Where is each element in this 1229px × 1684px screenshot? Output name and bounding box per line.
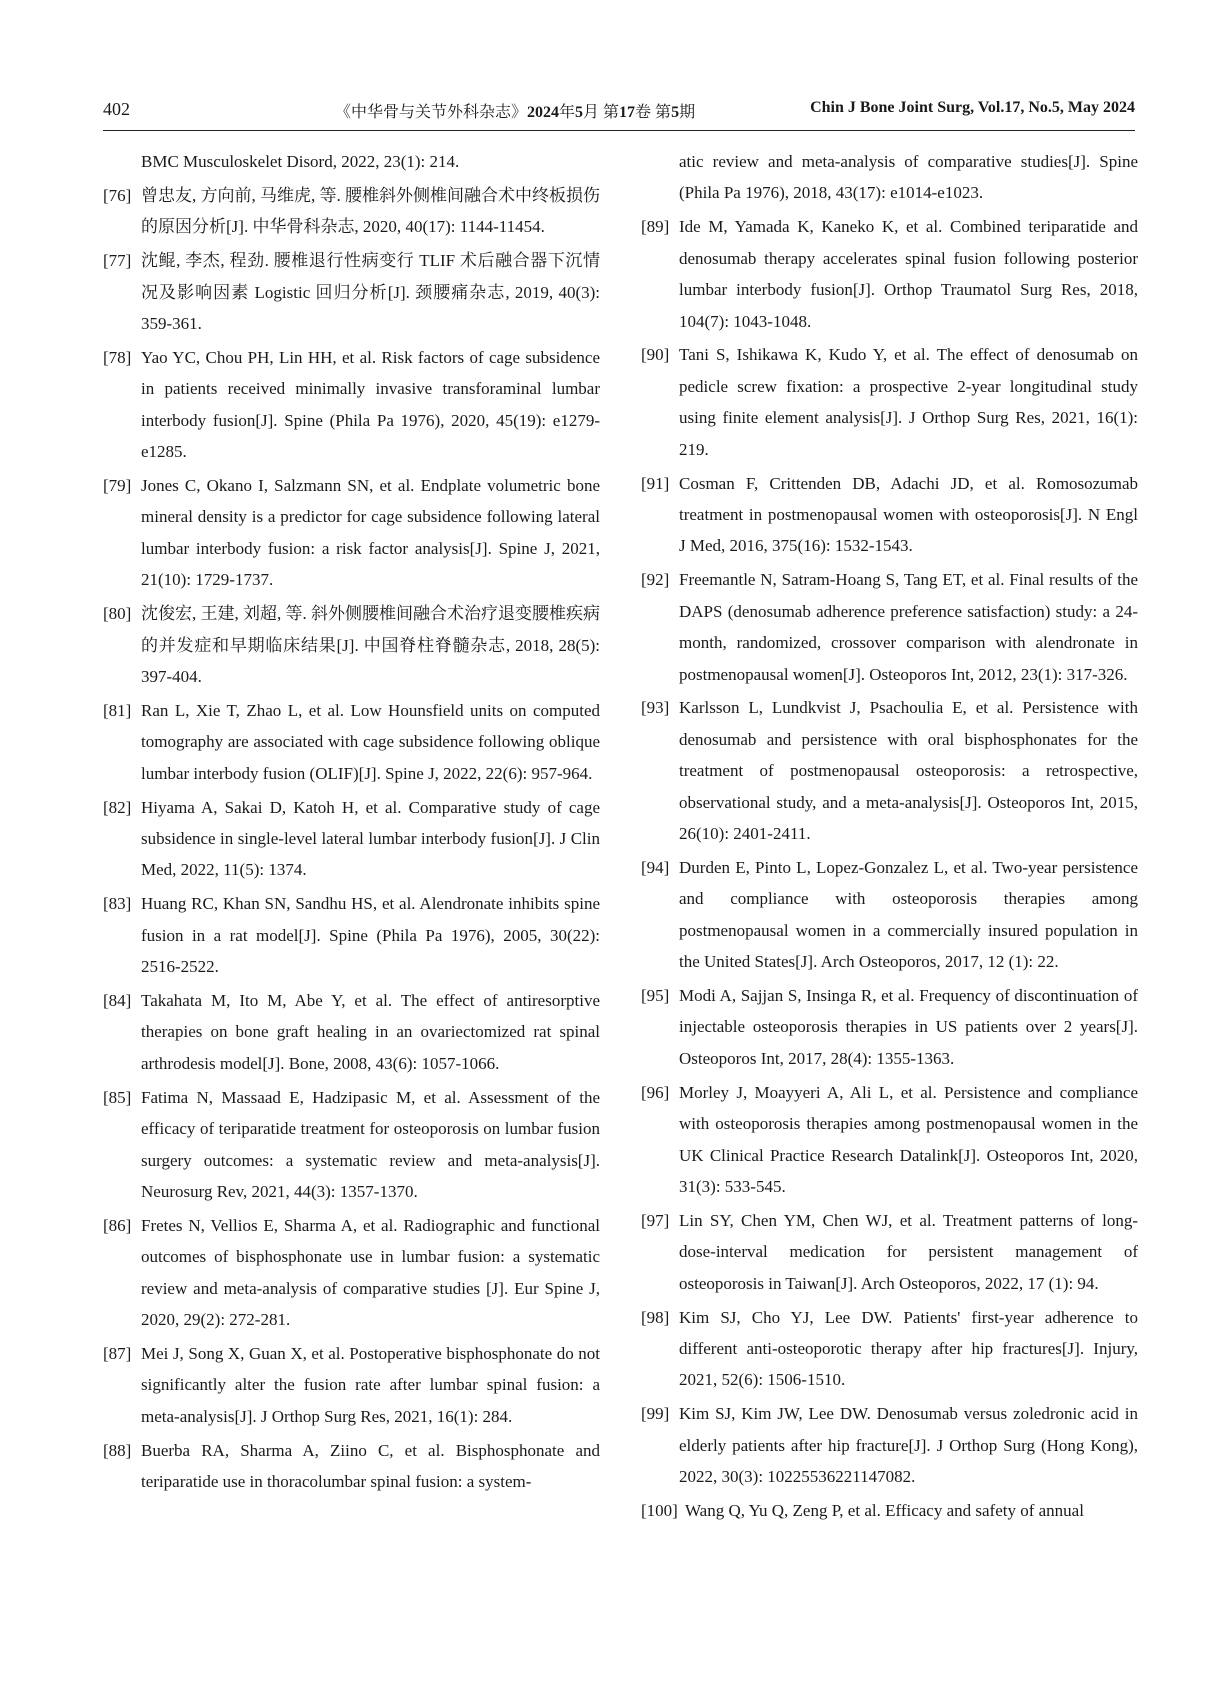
reference-number: [79] [103, 476, 132, 496]
reference-text: Freemantle N, Satram-Hoang S, Tang ET, et al. Final results of the DAPS (denosumab adherence preference satisfaction) study: a 24-month, randomized, crossover comparison with alendronate in postmenopausal women[J]. Osteoporos Int, 2012, 23(1): 317-326. [679, 570, 1138, 684]
reference-number: [88] [103, 1440, 132, 1460]
reference-entry [641, 1302, 1138, 1396]
reference-entry [103, 342, 600, 468]
reference-entry [103, 1338, 600, 1432]
journal-title-en: Chin J Bone Joint Surg, Vol.17, No.5, May 2024 [810, 99, 1135, 116]
reference-entry [103, 1210, 600, 1336]
reference-entry [103, 180, 600, 243]
reference-number: [76] [103, 185, 132, 205]
reference-entry [641, 468, 1138, 562]
reference-entry [641, 852, 1138, 978]
reference-text: Mei J, Song X, Guan X, et al. Postoperative bisphosphonate do not significantly alter the fusion rate after lumbar spinal fusion: a meta-analysis[J]. J Orthop Surg Res, 2021, 16(1): 284. [141, 1344, 600, 1426]
reference-number: [97] [641, 1210, 670, 1230]
reference-text: Morley J, Moayyeri A, Ali L, et al. Persistence and compliance with osteoporosis therapies among postmenopausal women in the UK Clinical Practice Research Datalink[J]. Osteoporos Int, 2020, 31(3): 533-545. [679, 1082, 1138, 1196]
reference-entry [103, 1082, 600, 1208]
reference-text: Lin SY, Chen YM, Chen WJ, et al. Treatment patterns of long-dose-interval medication for persistent management of osteoporosis in Taiwan[J]. Arch Osteoporos, 2022, 17 (1): 94. [679, 1210, 1138, 1293]
reference-number: [87] [103, 1344, 132, 1364]
reference-number: [90] [641, 345, 670, 365]
reference-number: [81] [103, 700, 132, 720]
reference-entry [641, 1398, 1138, 1492]
reference-number: [86] [103, 1215, 132, 1235]
reference-number: [94] [641, 857, 670, 877]
reference-text: Buerba RA, Sharma A, Ziino C, et al. Bisphosphonate and teriparatide use in thoracolumbar spinal fusion: a system- [141, 1440, 600, 1492]
reference-number: [91] [641, 473, 670, 493]
reference-entry [103, 985, 600, 1079]
reference-text: 沈俊宏, 王建, 刘超, 等. 斜外侧腰椎间融合术治疗退变腰椎疾病的并发症和早期临床结果[J]. 中国脊柱脊髓杂志, 2018, 28(5): 397-404. [141, 604, 600, 686]
reference-entry [103, 245, 600, 339]
reference-number: [84] [103, 991, 132, 1011]
reference-number: [82] [103, 797, 132, 817]
reference-text: Huang RC, Khan SN, Sandhu HS, et al. Alendronate inhibits spine fusion in a rat model[J]. Spine (Phila Pa 1976), 2005, 30(22): 2516-2522. [141, 894, 600, 977]
reference-number: [100] [641, 1501, 678, 1521]
reference-text: Takahata M, Ito M, Abe Y, et al. The effect of antiresorptive therapies on bone graft healing in an ovariectomized rat spinal arthrodesis model[J]. Bone, 2008, 43(6): 1057-1066. [141, 991, 600, 1073]
reference-continuation: BMC Musculoskelet Disord, 2022, 23(1): 214. [141, 152, 460, 171]
reference-entry [103, 470, 600, 596]
reference-text: 曾忠友, 方向前, 马维虎, 等. 腰椎斜外侧椎间融合术中终板损伤的原因分析[J]. 中华骨科杂志, 2020, 40(17): 1144-11454. [141, 185, 600, 237]
reference-text: Fatima N, Massaad E, Hadzipasic M, et al. Assessment of the efficacy of teriparatide treatment for osteoporosis on lumbar fusion surgery outcomes: a systematic review and meta-analysis[J]. Neurosurg Rev, 2021, 44(3): 1357-1370. [141, 1087, 600, 1201]
reference-entry [641, 1495, 1138, 1526]
reference-text: Kim SJ, Kim JW, Lee DW. Denosumab versus zoledronic acid in elderly patients after hip fracture[J]. J Orthop Surg (Hong Kong), 2022, 30(3): 10225536221147082. [679, 1404, 1138, 1487]
reference-number: [85] [103, 1087, 132, 1107]
reference-text: Ran L, Xie T, Zhao L, et al. Low Hounsfield units on computed tomography are associated with cage subsidence following oblique lumbar interbody fusion (OLIF)[J]. Spine J, 2022, 22(6): 957-964. [141, 700, 600, 783]
reference-number: [92] [641, 570, 670, 590]
reference-number: [78] [103, 347, 132, 367]
reference-number: [80] [103, 604, 132, 624]
reference-entry [641, 1205, 1138, 1299]
journal-title-cn: 《中华骨与关节外科杂志》2024年5月 第17卷 第5期 [335, 104, 696, 121]
reference-text: Karlsson L, Lundkvist J, Psachoulia E, et al. Persistence with denosumab and persistence with oral bisphosphonates for the treatment of postmenopausal osteoporosis: a retrospective, observational study, and a meta-analysis[J]. Osteoporos Int, 2015, 26(10): 2401-2411. [679, 698, 1138, 844]
reference-text: Jones C, Okano I, Salzmann SN, et al. Endplate volumetric bone mineral density is a predictor for cage subsidence following lateral lumbar interbody fusion: a risk factor analysis[J]. Spine J, 2021, 21(10): 1729-1737. [141, 476, 600, 590]
reference-number: [99] [641, 1404, 670, 1424]
reference-text: Yao YC, Chou PH, Lin HH, et al. Risk factors of cage subsidence in patients received minimally invasive transforaminal lumbar interbody fusion[J]. Spine (Phila Pa 1976), 2020, 45(19): e1279-e1285. [141, 347, 600, 462]
reference-entry [641, 564, 1138, 690]
reference-continuation: atic review and meta-analysis of comparative studies[J]. Spine (Phila Pa 1976), 2018, 43(17): e1014-e1023. [679, 152, 1138, 203]
reference-entry [641, 211, 1138, 337]
reference-number: [93] [641, 698, 670, 718]
reference-number: [83] [103, 894, 132, 914]
reference-entry [103, 1435, 600, 1498]
left-column [103, 146, 600, 1500]
reference-entry [103, 888, 600, 982]
reference-number: [98] [641, 1307, 670, 1327]
reference-number: [89] [641, 217, 670, 237]
right-column [641, 146, 1138, 1529]
reference-number: [96] [641, 1082, 670, 1102]
reference-text: Ide M, Yamada K, Kaneko K, et al. Combined teriparatide and denosumab therapy accelerates spinal fusion following posterior lumbar interbody fusion[J]. Orthop Traumatol Surg Res, 2018, 104(7): 1043-1048. [679, 217, 1138, 331]
reference-entry [641, 980, 1138, 1074]
reference-number: [95] [641, 986, 670, 1006]
reference-entry [103, 695, 600, 789]
reference-text: Kim SJ, Cho YJ, Lee DW. Patients' first-year adherence to different anti-osteoporotic therapy after hip fractures[J]. Injury, 2021, 52(6): 1506-1510. [679, 1307, 1138, 1390]
reference-entry [103, 598, 600, 692]
reference-text: Modi A, Sajjan S, Insinga R, et al. Frequency of discontinuation of injectable osteoporosis therapies in US patients over 2 years[J]. Osteoporos Int, 2017, 28(4): 1355-1363. [679, 986, 1138, 1068]
reference-text: Fretes N, Vellios E, Sharma A, et al. Radiographic and functional outcomes of bisphosphonate use in lumbar fusion: a systematic review and meta-analysis of comparative studies [J]. Eur Spine J, 2020, 29(2): 272-281. [141, 1215, 600, 1330]
reference-text: Tani S, Ishikawa K, Kudo Y, et al. The effect of denosumab on pedicle screw fixation: a prospective 2-year longitudinal study using finite element analysis[J]. J Orthop Surg Res, 2021, 16(1): 219. [679, 345, 1138, 459]
page-number: 402 [103, 99, 130, 119]
reference-text: Cosman F, Crittenden DB, Adachi JD, et al. Romosozumab treatment in postmenopausal women with osteoporosis[J]. N Engl J Med, 2016, 375(16): 1532-1543. [679, 473, 1138, 556]
reference-text: Hiyama A, Sakai D, Katoh H, et al. Comparative study of cage subsidence in single-level lateral lumbar interbody fusion[J]. J Clin Med, 2022, 11(5): 1374. [141, 797, 600, 880]
running-header [103, 96, 1135, 131]
reference-entry [641, 1077, 1138, 1203]
reference-text: Wang Q, Yu Q, Zeng P, et al. Efficacy and safety of annual [685, 1501, 1084, 1521]
reference-entry [103, 792, 600, 886]
reference-text: 沈鲲, 李杰, 程劲. 腰椎退行性病变行 TLIF 术后融合器下沉情况及影响因素 Logistic 回归分析[J]. 颈腰痛杂志, 2019, 40(3): 359-361. [141, 251, 600, 334]
reference-entry [641, 339, 1138, 465]
reference-entry [641, 692, 1138, 849]
reference-text: Durden E, Pinto L, Lopez-Gonzalez L, et al. Two-year persistence and compliance with osteoporosis therapies among postmenopausal women in a commercially insured population in the United States[J]. Arch Osteoporos, 2017, 12 (1): 22. [679, 857, 1138, 972]
reference-number: [77] [103, 251, 132, 271]
